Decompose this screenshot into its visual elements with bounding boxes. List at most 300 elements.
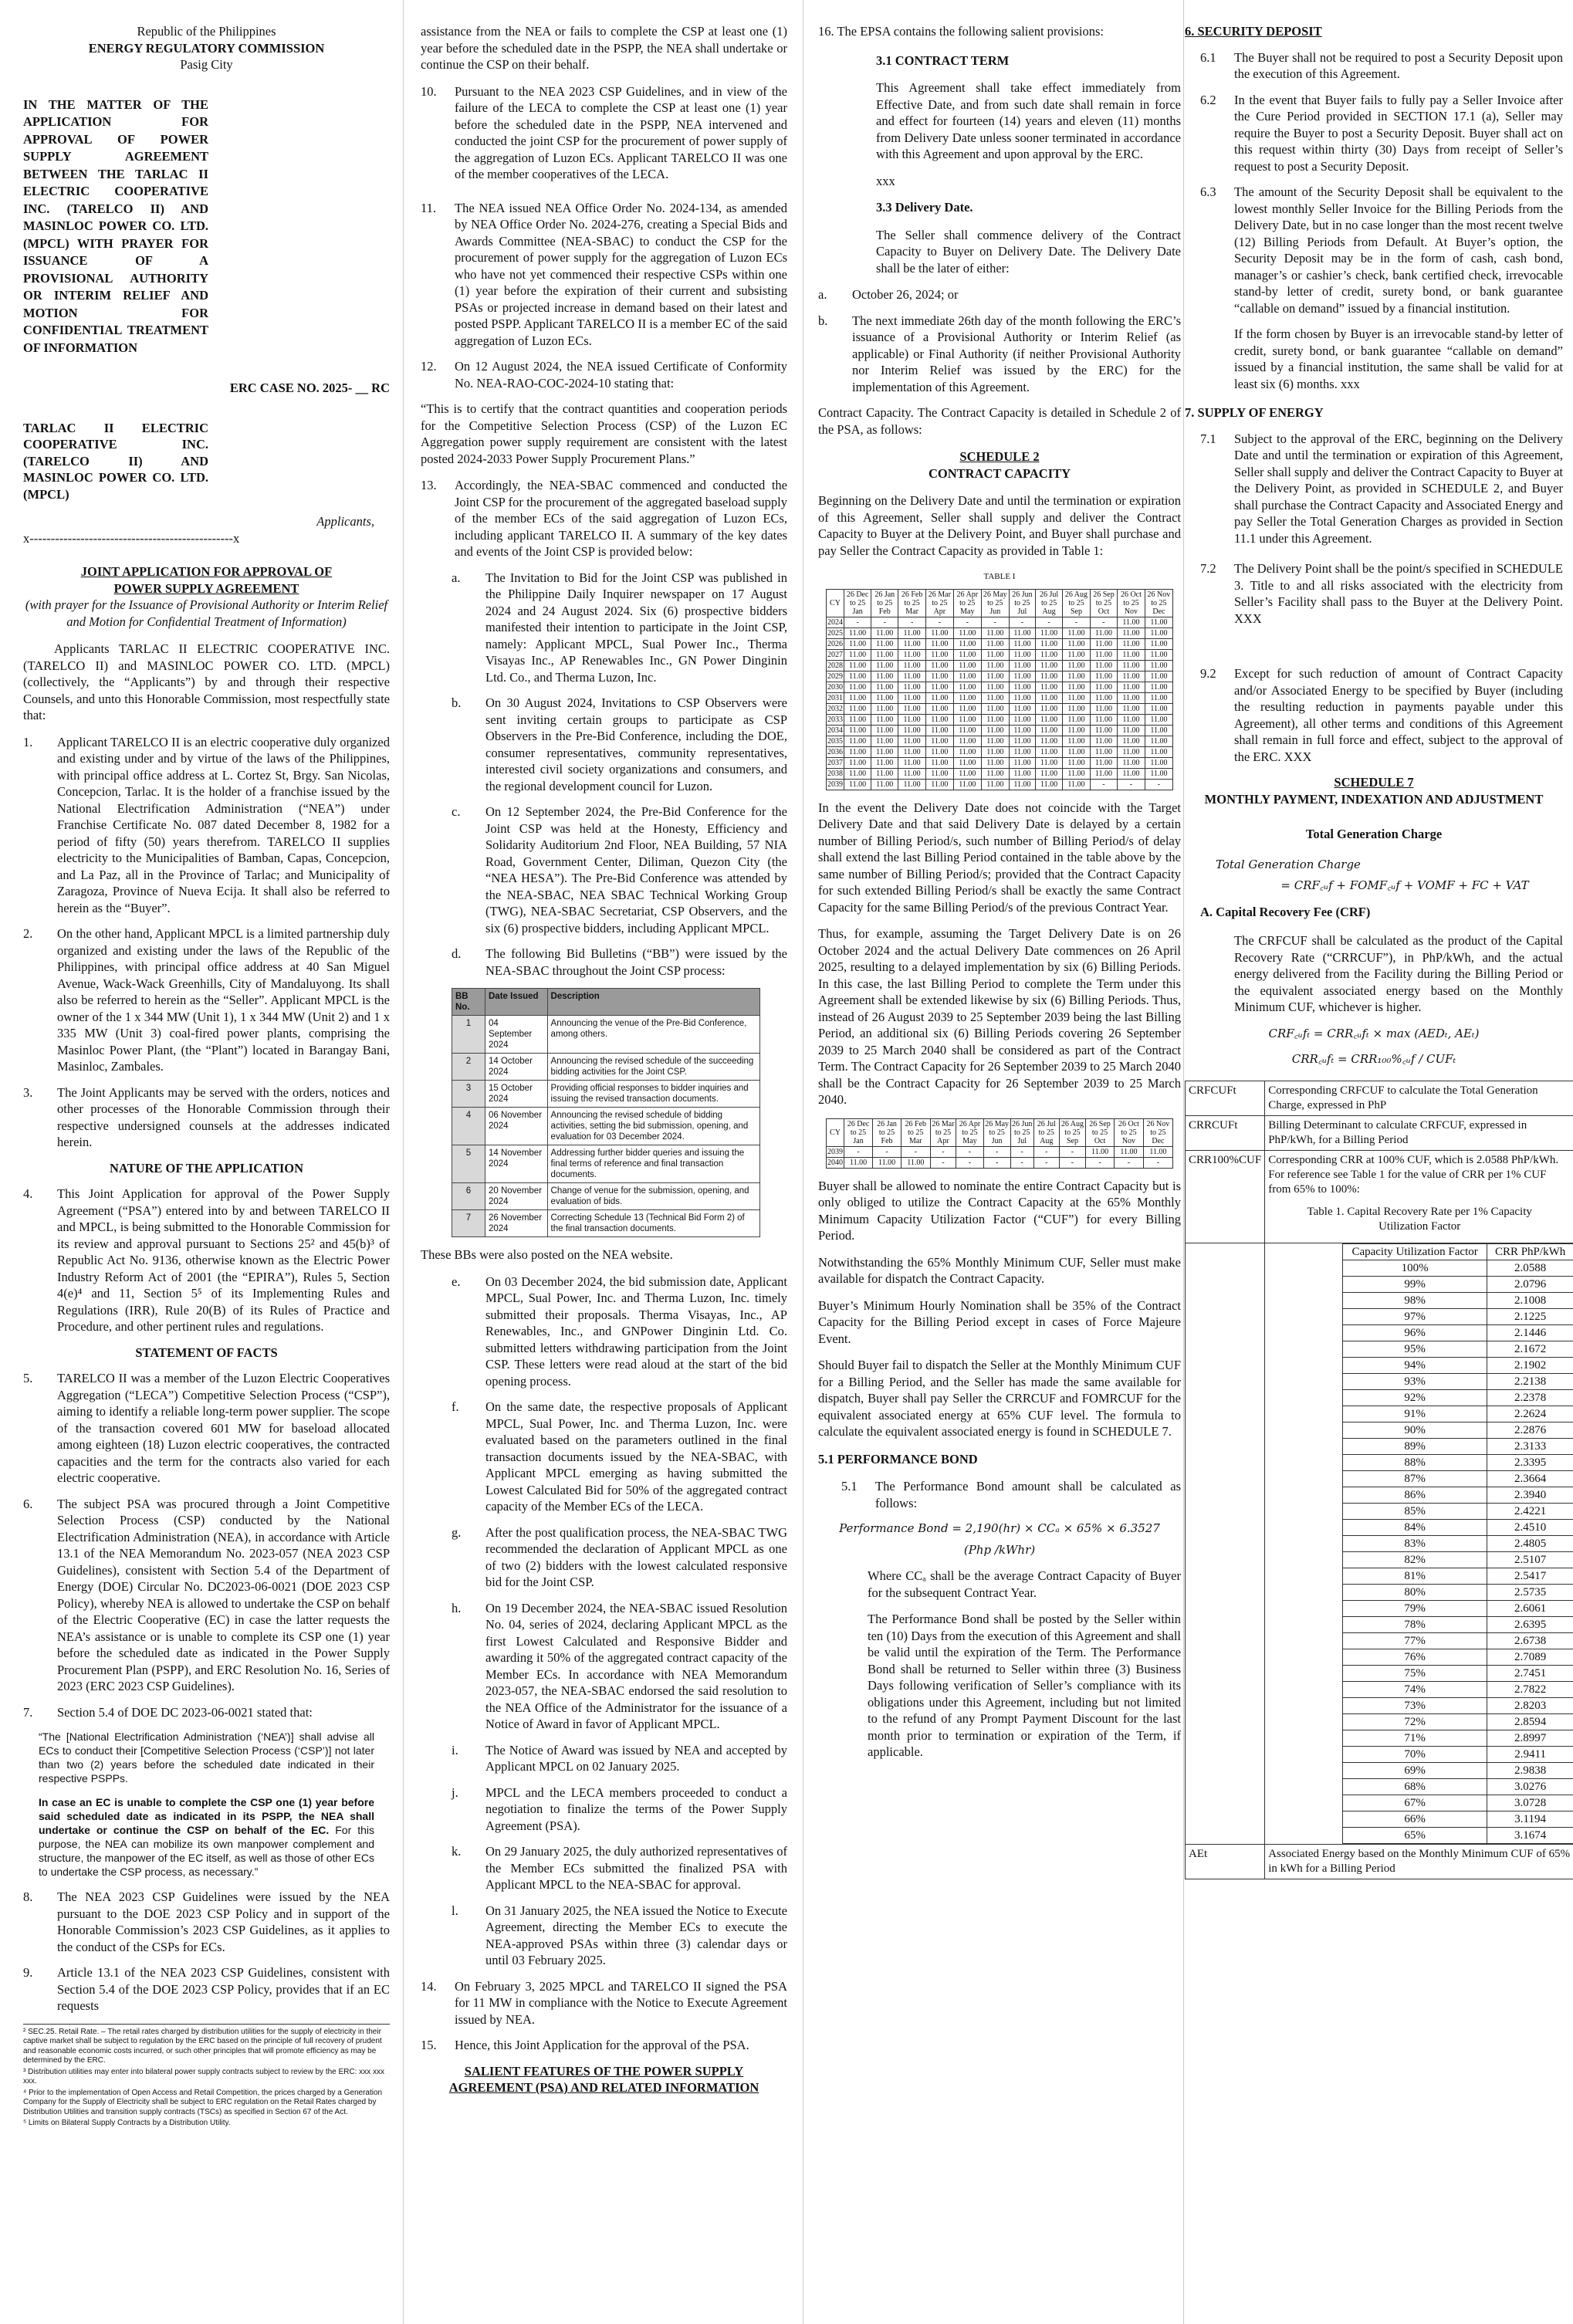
table-row	[452, 1210, 760, 1237]
table-cell: 11.00	[844, 671, 871, 682]
column-header: 26 Dec to 25 Jan	[844, 589, 871, 617]
table-cell: 11.00	[925, 757, 953, 768]
table-cell: 11.00	[844, 1157, 873, 1168]
table-cell: 2030	[827, 682, 843, 692]
table-cell: 11.00	[898, 714, 926, 725]
table-cell: 67%	[1343, 1795, 1487, 1811]
table-cell: 11.00	[1063, 779, 1091, 790]
column-header: 26 Aug to 25 Sep	[1063, 589, 1091, 617]
table-row	[827, 736, 1173, 746]
table-cell: Correcting Schedule 13 (Technical Bid Form 2) of the final transaction documents.	[547, 1210, 759, 1237]
table-cell: 11.00	[1063, 736, 1091, 746]
paragraph: 6. The subject PSA was procured through a Joint Competitive Selection Process (CSP) conducted by the National Electrification Administration (NEA), in accordance with Article 13.1 of the NEA Memorandum No. 2023-057 (NEA 2023 CSP Guidelines), consistent with Section 5.4 of the Department of Energy (DOE) Circular No. DC2023-06-0021 (DOE 2023 CSP Policy), whereby NEA is allowed to undertake the CSP on behalf of the Electric Cooperative (EC) in case the latter requests the NEA’s assistance or is unable to complete its CSP one (1) year before the scheduled date as indicated in the Power Supply Procurement Plan (PSPP), and ERC Resolution No. 16, Series of 2023 (ERC 2023 CSP Guidelines).	[23, 1496, 390, 1693]
table-cell: 93%	[1343, 1373, 1487, 1389]
table-row	[1343, 1406, 1573, 1422]
table-cell: 2037	[827, 758, 843, 767]
table-cell: 11.00	[981, 682, 1009, 692]
table-cell: 11.00	[1145, 682, 1172, 692]
table-cell: 81%	[1343, 1568, 1487, 1584]
clause: 6.1 The Buyer shall not be required to post a Security Deposit upon the execution of this Agreement.	[1200, 49, 1563, 81]
table-cell: 11.00	[1090, 736, 1117, 746]
table-cell: 11.00	[898, 649, 926, 660]
table-cell: 11.00	[844, 714, 871, 725]
continuation-text: assistance from the NEA or fails to complete the CSP at least one (1) year before the scheduled date in the PSPP, the NEA shall undertake or continue the CSP on their behalf.	[421, 24, 787, 72]
doe-quote-2	[23, 1795, 390, 1879]
table-cell: -	[981, 617, 1009, 628]
table-row	[827, 617, 1173, 628]
table-cell: 11.00	[898, 638, 926, 649]
column-header: 26 Nov to 25 Dec	[1145, 589, 1172, 617]
crr-table-title: Table 1. Capital Recovery Rate per 1% Capacity Utilization Factor	[1307, 1205, 1532, 1233]
table-row	[1343, 1551, 1573, 1568]
table-cell: 11.00	[898, 746, 926, 757]
table-cell: 11.00	[1118, 649, 1145, 660]
table-cell: 11.00	[1009, 671, 1035, 682]
table-row	[827, 725, 1173, 736]
table-cell: 11.00	[981, 703, 1009, 714]
column-header: 26 Nov to 25 Dec	[1143, 1118, 1172, 1146]
paragraph: 7. Section 5.4 of DOE DC 2023-06-0021 stated that:	[23, 1704, 313, 1720]
table-cell: 11.00	[925, 660, 953, 671]
case-caption: IN THE MATTER OF THE APPLICATION FOR APPROVAL OF POWER SUPPLY AGREEMENT BETWEEN THE TARLAC II ELECTRIC COOPERATIVE INC. (TARELCO II) AND MASINLOC POWER CO. LTD. (MPCL) WITH PRAYER FOR ISSUANCE OF A PROVISIONAL AUTHORITY OR INTERIM RELIEF AND MOTION FOR CONFIDENTIAL TREATMENT OF INFORMATION	[23, 96, 208, 355]
table-cell: 11.00	[1090, 671, 1117, 682]
table-cell: 11.00	[1085, 1146, 1114, 1157]
table-cell: 2.0796	[1487, 1276, 1573, 1292]
table-row	[1343, 1795, 1573, 1811]
paragraph: 2. On the other hand, Applicant MPCL is a limited partnership duly organized and existing under the laws of the Republic of the Philippines, with principal office address at 40 San Miguel Avenue, Wack-Wack Greenhills, City of Mandaluyong. Its shall also be referred to herein as the “Seller”. Applicant MPCL is the owner of the 1 x 344 MW (Unit 1), 1 x 344 MW (Unit 2) and 1 x 335 MW (Unit 3) coal-fired power plants, comprising the Masinloc Power Plant, (the “Plant”) located in Barangay Bani, Masinloc, Zambales.	[23, 926, 390, 1074]
table-cell: 11.00	[844, 746, 871, 757]
delivery-date-text: The Seller shall commence delivery of the Contract Capacity to Buyer on Delivery Date. The Delivery Date shall be the later of either:	[876, 227, 1181, 276]
table-cell: 2038	[827, 769, 843, 778]
table-cell: -	[844, 1146, 873, 1157]
performance-bond-text: The Performance Bond shall be posted by the Seller within ten (10) Days from the execution of this Agreement and shall be valid until the expiration of the Term. The Performance Bond shall be returned to Seller within three (3) Business Days following verification of Seller’s compliance with its obligations under this Agreement, including but not limited to the refund of any Prompt Payment Discount for the last month prior to termination or expiration of the Term, if applicable.	[868, 1612, 1181, 1759]
table-cell: 11.00	[1118, 725, 1145, 736]
table-row	[827, 638, 1173, 649]
table-row	[1343, 1324, 1573, 1341]
table-cell: 11.00	[844, 649, 871, 660]
table-cell: 90%	[1343, 1422, 1487, 1438]
table-row	[1343, 1357, 1573, 1373]
table-row	[1343, 1470, 1573, 1487]
table-cell: 11.00	[925, 692, 953, 703]
table-cell: 11.00	[1115, 1146, 1144, 1157]
column-header: 26 Mar to 25 Apr	[930, 1118, 956, 1146]
table-cell: 2.8594	[1487, 1713, 1573, 1730]
table-cell: 72%	[1343, 1713, 1487, 1730]
republic-line: Republic of the Philippines	[137, 24, 276, 39]
table-cell: 04 September 2024	[485, 1016, 548, 1054]
delay-paragraph-1: In the event the Delivery Date does not coincide with the Target Delivery Date and that said Delivery Date is delayed by a certain number of Billing Period/s, such number of Billing Period/s of delay shall extend the last Billing Period contained in the table above by the same number of Billing Period/s; provided that the Contract Capacity for such extended Billing Period/s shall be exactly the same Contract Capacity for the same Billing Period/s of the previous Contract Year.	[818, 800, 1181, 915]
table-cell: 66%	[1343, 1811, 1487, 1827]
table-cell: 11.00	[1063, 703, 1091, 714]
table-cell: -	[925, 617, 953, 628]
paragraph: 14. On February 3, 2025 MPCL and TARELCO II signed the PSA for 11 MW in compliance with the Notice to Execute Agreement issued by NEA.	[421, 1978, 787, 2027]
table-cell: 2.9411	[1487, 1746, 1573, 1762]
table-cell: 11.00	[1036, 638, 1063, 649]
table-row	[827, 757, 1173, 768]
table-cell: 11.00	[1145, 649, 1172, 660]
applicants-label: Applicants,	[316, 514, 374, 529]
table-cell: 11.00	[1036, 671, 1063, 682]
table-cell: 11.00	[925, 725, 953, 736]
table-cell: 11.00	[898, 682, 926, 692]
table-cell: 11.00	[1145, 703, 1172, 714]
table-row	[1343, 1535, 1573, 1551]
column-header: 26 Aug to 25 Sep	[1059, 1118, 1085, 1146]
table-row	[827, 628, 1173, 638]
table-cell: 11.00	[925, 682, 953, 692]
clause: 7.2 The Delivery Point shall be the point/s specified in SCHEDULE 3. Title to and all risks associated with the electricity from Seller’s Facility shall pass to the Buyer at the Delivery Point. XXX	[1200, 561, 1563, 626]
table-cell: 11.00	[953, 746, 981, 757]
table-cell: 11.00	[871, 714, 898, 725]
table-cell: 2034	[827, 726, 843, 735]
table-cell: 11.00	[1036, 714, 1063, 725]
table-cell: 11.00	[1090, 628, 1117, 638]
security-deposit-extra: If the form chosen by Buyer is an irrevocable stand-by letter of credit, surety bond, or bank guarantee “callable on demand” issued by a financial institution, the same shall be valid for at least six (6) months. xxx	[1234, 326, 1563, 391]
table-row	[827, 660, 1173, 671]
table-cell: -	[1059, 1146, 1085, 1157]
table-cell: -	[930, 1146, 956, 1157]
table-cell: 11.00	[898, 779, 926, 790]
performance-bond-unit: (Php /kWhr)	[963, 1542, 1036, 1557]
table-cell: 69%	[1343, 1762, 1487, 1778]
footnote: ⁴ Prior to the implementation of Open Access and Retail Competition, the prices charged by a Generation Company for the Supply of Electricity shall be subject to ERC regulation on the Retail Rates charged by Distribution Utilities and transition supply contracts (TSCs) as specified in Section 67 of the Act.	[23, 2088, 383, 2116]
table-cell: 2026	[827, 639, 843, 648]
table-header-row	[827, 589, 1173, 617]
table-cell: 11.00	[871, 768, 898, 779]
clause: 9.2 Except for such reduction of amount of Contract Capacity and/or Associated Energy to be specified by Buyer (including the resulting reduction in payments payable under this Agreement), all other terms and conditions of this Agreement shall remain in full force and effect, subject to the approval of the ERC. XXX	[1200, 666, 1563, 764]
clause: 7.1 Subject to the approval of the ERC, beginning on the Delivery Date and until the termination or expiration of this Agreement, Seller shall supply and deliver the Contract Capacity to Buyer at the Delivery Point, as provided in SCHEDULE 2, and Buyer shall purchase the Contract Capacity and Associated Energy and pay Seller the Total Generation Charges as provided in Section 11.1 under this Agreement.	[1200, 431, 1563, 546]
nature-heading: NATURE OF THE APPLICATION	[109, 1160, 304, 1176]
table-cell: 11.00	[898, 671, 926, 682]
table-cell: 11.00	[1036, 628, 1063, 638]
table-cell: 2.5417	[1487, 1568, 1573, 1584]
performance-bond-where: Where CCₐ shall be the average Contract Capacity of Buyer for the subsequent Contract Year.	[868, 1568, 1181, 1600]
list-item: i. The Notice of Award was issued by NEA and accepted by Applicant MPCL on 02 January 2025.	[452, 1742, 787, 1774]
table-cell: 2.2138	[1487, 1373, 1573, 1389]
table-cell: 2.4510	[1487, 1519, 1573, 1535]
case-number: ERC CASE NO. 2025- __ RC	[229, 381, 390, 395]
table-cell: -	[1033, 1157, 1059, 1168]
table-cell: 2.7089	[1487, 1649, 1573, 1665]
table-cell: 11.00	[1118, 682, 1145, 692]
table-cell: -	[1118, 779, 1145, 790]
table-cell: 11.00	[1063, 660, 1091, 671]
table-cell: 11.00	[1145, 746, 1172, 757]
table-cell: 11.00	[1009, 628, 1035, 638]
table-cell: -	[873, 1146, 902, 1157]
table-cell: 11.00	[873, 1157, 902, 1168]
list-item: a. October 26, 2024; or	[818, 287, 959, 302]
table-cell: 11.00	[953, 671, 981, 682]
table-cell: 11.00	[1090, 746, 1117, 757]
table-cell: 11.00	[981, 671, 1009, 682]
column-header: Description	[547, 989, 759, 1016]
table-cell: 11.00	[1090, 692, 1117, 703]
table-cell: 94%	[1343, 1357, 1487, 1373]
table-cell: 11.00	[1063, 768, 1091, 779]
table-cell: 2025	[827, 628, 843, 638]
table-cell: 79%	[1343, 1600, 1487, 1616]
table-cell: 11.00	[898, 692, 926, 703]
list-item: f. On the same date, the respective proposals of Applicant MPCL, Sual Power, Inc. and Therma Luzon, Inc. were evaluated based on the parameters outlined in the final transaction documents issued by the NEA-SBAC, with Applicant MPCL emerging as having submitted the Lowest Calculated Bid for 50% of the aggregated contract capacity of the Member ECs of the LECA.	[452, 1399, 787, 1514]
table-cell: 11.00	[1009, 638, 1035, 649]
column-header: 26 May to 25 Jun	[983, 1118, 1010, 1146]
table-cell: 99%	[1343, 1276, 1487, 1292]
extended-capacity-table	[826, 1118, 1173, 1169]
table-cell: 5	[452, 1145, 485, 1183]
table-cell: 11.00	[1036, 779, 1063, 790]
table-cell: -	[930, 1157, 956, 1168]
salient-heading-1: SALIENT FEATURES OF THE POWER SUPPLY	[464, 2063, 744, 2079]
table-cell: 11.00	[1090, 757, 1117, 768]
list-item: b. The next immediate 26th day of the month following the ERC’s issuance of a Provisional Authority or Interim Relief (as applicable) or Final Authority (if neither Provisional Authority nor Interim Relief was issued by the ERC) for the implementation of this Agreement.	[818, 313, 1181, 394]
table-cell: 100%	[1343, 1260, 1487, 1276]
table-row: AEt Associated Energy based on the Monthly Minimum CUF of 65% in kWh for a Billing Period	[1186, 1844, 1573, 1879]
agency-name: ENERGY REGULATORY COMMISSION	[88, 40, 325, 56]
table-row	[1343, 1762, 1573, 1778]
facts-heading: STATEMENT OF FACTS	[135, 1345, 278, 1360]
column-header: 26 Jun to 25 Jul	[1009, 589, 1035, 617]
table-cell: 11.00	[1009, 779, 1035, 790]
table-cell: 2036	[827, 747, 843, 756]
table-cell: 11.00	[1145, 714, 1172, 725]
delay-paragraph-2: Thus, for example, assuming the Target Delivery Date is on 26 October 2024 and the actual Delivery Date commences on 26 April 2025, resulting to a delayed implementation by six (6) Billing Periods. In this case, the last Billing Period to complete the Term under this Agreement shall be extended likewise by six (6) Billing Periods. Thus, instead of 26 August 2039 to 25 September 2039 being the last Billing Period, an additional six (6) Billing Periods covering 26 September 2039 to 25 March 2040 shall be considered as part of the Contract Term. The Contract Capacity for 26 September 2039 to 25 March 2040 shall be the Contract Capacity for 26 September 2039 to 25 March 2040.	[818, 926, 1181, 1107]
table-row	[1343, 1373, 1573, 1389]
table-cell: 2.5735	[1487, 1584, 1573, 1600]
table-cell: -	[871, 617, 898, 628]
table-row	[1343, 1503, 1573, 1519]
table-row	[1343, 1438, 1573, 1454]
table-cell: 74%	[1343, 1681, 1487, 1697]
table-cell: 92%	[1343, 1389, 1487, 1406]
paragraphs-1-3	[23, 734, 390, 1151]
column-header: 26 Apr to 25 May	[956, 1118, 983, 1146]
list-item: h. On 19 December 2024, the NEA-SBAC issued Resolution No. 04, series of 2024, declaring Applicant MPCL as the first Lowest Calculated and Responsive Bidder and awarding it 50% of the aggregated contract capacity of the Member ECs. In accordance with NEA Memorandum 2023-057, the NEA-SBAC endorsed the said resolution to the NEA Office of the Administrator for the issuance of a Notice of Award in favor of Applicant MPCL.	[452, 1600, 787, 1731]
application-subtitle: (with prayer for the Issuance of Provisional Authority or Interim Relief and Motion for Confidential Treatment of Information)	[25, 597, 388, 629]
contract-capacity-table	[826, 589, 1173, 790]
performance-bond-heading: 5.1 PERFORMANCE BOND	[818, 1451, 978, 1466]
paragraph: 8. The NEA 2023 CSP Guidelines were issued by the NEA pursuant to the DOE 2023 CSP Policy and in support of the Honorable Commission’s 2023 CSP Guidelines, as it applies to the conduct of the CSPs for ECs.	[23, 1889, 390, 1954]
table-row	[827, 703, 1173, 714]
column-header: 26 Jun to 25 Jul	[1011, 1119, 1033, 1145]
table-row	[1343, 1697, 1573, 1713]
table-cell: 11.00	[844, 682, 871, 692]
table-cell: 2.2378	[1487, 1389, 1573, 1406]
table-cell: 11.00	[1118, 768, 1145, 779]
table-cell: 11.00	[925, 779, 953, 790]
table-cell: 78%	[1343, 1616, 1487, 1632]
paragraph: 3. The Joint Applicants may be served with the orders, notices and other processes of the Honorable Commission through their respective undersigned counsels at the addresses indicated herein.	[23, 1084, 390, 1149]
table-row	[1343, 1454, 1573, 1470]
table-cell: 2029	[827, 671, 843, 681]
list-item: l. On 31 January 2025, the NEA issued the Notice to Execute Agreement, directing the Member ECs to execute the NEA-approved PSAs within three (3) calendar days or until 03 February 2025.	[452, 1903, 787, 1967]
paragraph: 10. Pursuant to the NEA 2023 CSP Guidelines, and in view of the failure of the LECA to complete the CSP at least one (1) year before the scheduled date in the PSPP, NEA intervened and conducted the joint CSP for the procurement of power supply of the aggregation of Luzon ECs. Applicant TARELCO II was one of the member cooperatives of the LECA.	[421, 83, 787, 181]
column-header: 26 Feb to 25 Mar	[901, 1118, 930, 1146]
table-cell: 11.00	[898, 628, 926, 638]
table-cell: -	[1090, 779, 1117, 790]
table-cell: 2027	[827, 650, 843, 659]
list-item: d. The following Bid Bulletins (“BB”) were issued by the NEA-SBAC throughout the Joint CSP process:	[452, 946, 787, 978]
paragraph: 15. Hence, this Joint Application for the approval of the PSA.	[421, 2038, 749, 2052]
list-item: b. On 30 August 2024, Invitations to CSP Observers were sent inviting certain groups to participate as CSP Observers in the Pre-Bid Conference, including the DOE, consumer representatives, community representatives, interested civil society organizations and consumers, and the regional development council for Luzon.	[452, 695, 787, 793]
table-row: CRR100%CUF Corresponding CRR at 100% CUF, which is 2.0588 PhP/kWh. For reference see Table 1 for the value of CRR per 1% CUF from 65% to 100%: Table 1. Capital Recovery Rate per 1% Capacity Utilization Factor	[1186, 1150, 1573, 1243]
table-row	[1343, 1746, 1573, 1762]
table-cell: 11.00	[844, 768, 871, 779]
table-cell: 11.00	[871, 660, 898, 671]
table-cell: 3.0276	[1487, 1778, 1573, 1795]
table-cell: 11.00	[1009, 703, 1035, 714]
table-cell: 11.00	[1090, 649, 1117, 660]
table-1-title: TABLE I	[983, 572, 1016, 581]
table-cell: 2.3664	[1487, 1470, 1573, 1487]
table-row	[452, 1145, 760, 1183]
table-cell: 14 October 2024	[485, 1054, 548, 1081]
table-cell: 15 October 2024	[485, 1081, 548, 1108]
table-row	[1343, 1341, 1573, 1357]
column-header: 26 Jul to 25 Aug	[1036, 589, 1063, 617]
column-header: CY	[827, 589, 844, 617]
definitions-table	[1185, 1081, 1573, 1879]
clause: 6.2 In the event that Buyer fails to fully pay a Seller Invoice after the Cure Period provided in SECTION 17.1 (a), Seller may require the Buyer to post a Security Deposit. Buyer shall act on this request within thirty (30) Days from receipt of Seller’s request to post a Security Deposit.	[1200, 92, 1563, 174]
table-cell: 11.00	[1009, 768, 1035, 779]
table-cell: 11.00	[1009, 736, 1035, 746]
table-cell: 2.3133	[1487, 1438, 1573, 1454]
table-row	[1343, 1568, 1573, 1584]
table-cell: 11.00	[981, 628, 1009, 638]
table-cell: 06 November 2024	[485, 1108, 548, 1145]
table-cell: 2.4221	[1487, 1503, 1573, 1519]
intro-paragraph: Applicants TARLAC II ELECTRIC COOPERATIVE INC. (TARELCO II) and MASINLOC POWER CO. LTD. (MPCL) (collectively, the “Applicants”) by and through their respective Counsels, and unto this Honorable Commission, most respectfully state that:	[23, 641, 390, 722]
table-cell: 2.0588	[1487, 1260, 1573, 1276]
table-row	[1343, 1649, 1573, 1665]
table-cell: 96%	[1343, 1324, 1487, 1341]
table-cell: 11.00	[1063, 746, 1091, 757]
column-header: BB No.	[452, 989, 485, 1016]
table-cell: 11.00	[925, 768, 953, 779]
table-cell: 11.00	[1118, 660, 1145, 671]
table-cell: 65%	[1343, 1827, 1487, 1843]
table-cell: 11.00	[925, 671, 953, 682]
table-cell: 11.00	[871, 682, 898, 692]
table-cell: 11.00	[1145, 671, 1172, 682]
table-cell: 2039	[827, 1147, 843, 1156]
table-cell: 88%	[1343, 1454, 1487, 1470]
table-cell: 2031	[827, 693, 843, 702]
table-cell: 11.00	[1036, 649, 1063, 660]
table-cell: 3.1194	[1487, 1811, 1573, 1827]
list-item: j. MPCL and the LECA members proceeded to conduct a negotiation to finalize the terms of the Power Supply Agreement (PSA).	[452, 1784, 787, 1833]
column-header: 26 May to 25 Jun	[981, 589, 1009, 617]
table-cell: 11.00	[871, 736, 898, 746]
table-cell: 85%	[1343, 1503, 1487, 1519]
column-header: 26 Jan to 25 Feb	[871, 589, 898, 617]
table-row	[827, 1157, 1173, 1168]
table-cell: 11.00	[1118, 746, 1145, 757]
table-cell: 14 November 2024	[485, 1145, 548, 1183]
table-cell: 11.00	[953, 692, 981, 703]
table-cell: 11.00	[1145, 725, 1172, 736]
paragraph: 11. The NEA issued NEA Office Order No. 2024-134, as amended by NEA Office Order No. 2024-276, creating a Special Bids and Awards Committee (NEA-SBAC) to conduct the CSP for the procurement of power supply for the aggregation of Luzon ECs who have not yet commenced their respective CSPs within one (1) year before the expiration of their current and subsisting PSAs or projected increase in demand based on their latest and posted PSPP. Applicant TARELCO II is a member EC of the said aggregation of Luzon ECs.	[421, 200, 788, 348]
table-cell: 11.00	[898, 660, 926, 671]
table-cell: -	[1010, 1157, 1033, 1168]
table-cell: 95%	[1343, 1341, 1487, 1357]
table-cell: 11.00	[844, 628, 871, 638]
table-row	[827, 779, 1173, 790]
table-cell: 11.00	[1063, 682, 1091, 692]
applicants-block: TARLAC II ELECTRIC COOPERATIVE INC. (TARELCO II) AND MASINLOC POWER CO. LTD. (MPCL)	[23, 420, 208, 502]
table-cell: 20 November 2024	[485, 1183, 548, 1210]
table-cell: 11.00	[953, 682, 981, 692]
paragraph-16: 16. The EPSA contains the following salient provisions:	[818, 24, 1104, 39]
table-row	[1343, 1600, 1573, 1616]
doe-quote-bold: In case an EC is unable to complete the CSP one (1) year before said scheduled date as indicated in its PSPP, the NEA shall undertake or continue the CSP on behalf of the EC.	[39, 1796, 374, 1836]
column-header: 26 Oct to 25 Nov	[1118, 589, 1145, 617]
table-cell: 11.00	[981, 638, 1009, 649]
table-cell: 26 November 2024	[485, 1210, 548, 1237]
monthly-payment-heading: MONTHLY PAYMENT, INDEXATION AND ADJUSTMENT	[1204, 791, 1544, 807]
table-cell: 11.00	[925, 736, 953, 746]
table-cell: 11.00	[1009, 682, 1035, 692]
table-cell: 11.00	[871, 757, 898, 768]
table-cell: 98%	[1343, 1292, 1487, 1308]
table-cell: -	[953, 617, 981, 628]
table-cell: 2.1902	[1487, 1357, 1573, 1373]
bb-posted-note: These BBs were also posted on the NEA website.	[421, 1247, 673, 1262]
table-cell: -	[1115, 1157, 1144, 1168]
salient-heading-2: AGREEMENT (PSA) AND RELATED INFORMATION	[448, 2080, 759, 2095]
column-3	[818, 23, 1181, 1771]
contract-capacity-rows	[827, 617, 1173, 790]
table-cell: 2024	[827, 617, 843, 627]
column-header: 26 Mar to 25 Apr	[925, 589, 953, 617]
buyer-paragraph-3: Buyer’s Minimum Hourly Nomination shall be 35% of the Contract Capacity for the Billing Period except in cases of Force Majeure Event.	[818, 1297, 1181, 1346]
table-cell: 3.1674	[1487, 1827, 1573, 1843]
table-cell: 11.00	[953, 638, 981, 649]
table-cell: 11.00	[1145, 638, 1172, 649]
agency-city: Pasig City	[180, 57, 233, 72]
column-header: 26 Jan to 25 Feb	[873, 1118, 902, 1146]
footnote: ² SEC.25. Retail Rate. – The retail rates charged by distribution utilities for the supply of electricity in their captive market shall be subject to regulation by the ERC based on the principle of full recovery of prudent and reasonable economic costs incurred, or such other principles that will promote efficiency as may be determined by the ERC.	[23, 2027, 382, 2065]
schedule-2-text: Beginning on the Delivery Date and until the termination or expiration of this Agreement, Seller shall supply and deliver the Contract Capacity to Buyer at the Delivery Point, and Buyer shall purchase and pay Seller the Contract Capacity as provided in Table 1:	[818, 493, 1181, 558]
table-cell: -	[1063, 617, 1091, 628]
table-cell: 11.00	[1009, 660, 1035, 671]
footnote: ³ Distribution utilities may enter into bilateral power supply contracts subject to review by the ERC: xxx xxx xxx.	[23, 2067, 384, 2086]
table-cell: 11.00	[871, 779, 898, 790]
table-cell: 11.00	[871, 692, 898, 703]
table-cell: -	[898, 617, 926, 628]
table-cell: -	[844, 617, 871, 628]
table-cell: 11.00	[1145, 660, 1172, 671]
table-cell: 11.00	[925, 746, 953, 757]
table-cell: -	[1009, 617, 1035, 628]
buyer-paragraph-1: Buyer shall be allowed to nominate the entire Contract Capacity but is only obliged to utilize the Contract Capacity at the 65% Monthly Minimum Capacity Utilization Factor (“CUF”) for every Billing Period.	[818, 1178, 1181, 1243]
table-cell: 11.00	[1036, 660, 1063, 671]
clause: 6.3 The amount of the Security Deposit shall be equivalent to the lowest monthly Seller Invoice for the Billing Periods from the Delivery Date, but in no case longer than the most recent twelve (12) Billing Periods from Default. At Buyer’s option, the Security Deposit may be in the form of cash, cash bond, manager’s or cashier’s check, bank certified check, irrevocable stand-by letter of credit, surety bond, or bank guarantee “callable on demand” issued by a financial institution.	[1200, 184, 1563, 316]
table-cell: 11.00	[871, 628, 898, 638]
table-cell: 4	[452, 1108, 485, 1145]
table-cell: 11.00	[1063, 671, 1091, 682]
delivery-date-heading: 3.3 Delivery Date.	[876, 200, 973, 215]
performance-bond-formula: Performance Bond = 2,190(hr) × CCₐ × 65% × 6.3527	[839, 1521, 1160, 1535]
table-cell: 2.1008	[1487, 1292, 1573, 1308]
table-row	[827, 714, 1173, 725]
table-cell: 11.00	[1036, 746, 1063, 757]
table-cell: 76%	[1343, 1649, 1487, 1665]
table-cell: 11.00	[1036, 725, 1063, 736]
table-cell: 86%	[1343, 1487, 1487, 1503]
table-cell: Change of venue for the submission, opening, and evaluation of bids.	[547, 1183, 759, 1210]
